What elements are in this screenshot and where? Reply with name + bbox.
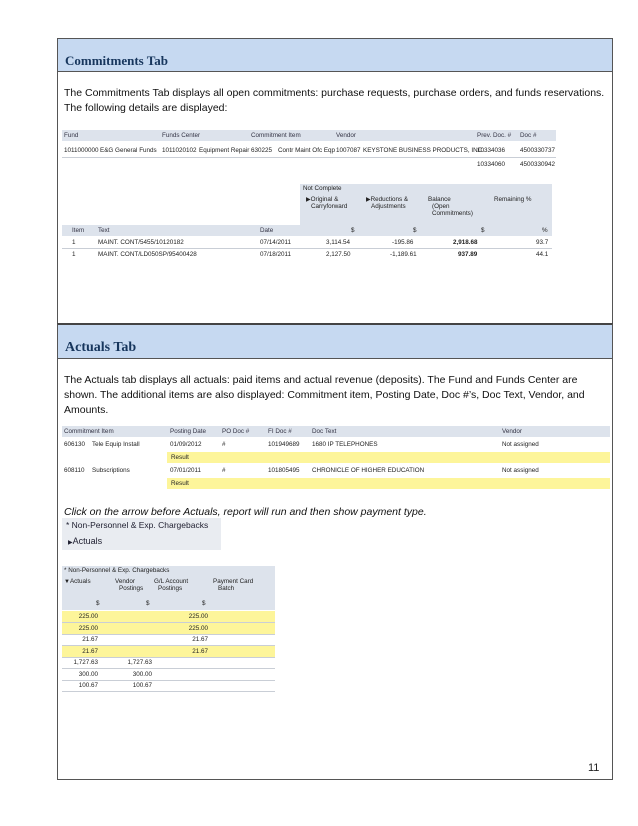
- table-row: 1,727.63 1,727.63: [62, 657, 275, 668]
- col-vendor-postings[interactable]: Vendor: [115, 578, 135, 585]
- col-remaining[interactable]: Remaining %: [494, 196, 532, 203]
- actuals-table: [62, 426, 610, 492]
- table-row: 1 MAINT. CONT/5455/10120182 07/14/2011 3,114.54 -195.86 2,918.68 93.7: [72, 239, 549, 246]
- col-commitment-item[interactable]: Commitment Item: [64, 428, 114, 435]
- table-row: 1011000000 E&G General Funds 1011020102 Equipment Repair 630225 Contr Maint Ofc Eqp 1007087 KEYSTONE BUSINESS PRODUCTS, INC. 10334036 4500330737: [64, 147, 556, 154]
- col-posting-date[interactable]: Posting Date: [170, 428, 207, 435]
- table-header: [62, 426, 610, 437]
- col-funds-center[interactable]: Funds Center: [162, 132, 201, 139]
- col-doc-text[interactable]: Doc Text: [312, 428, 337, 435]
- col-doc[interactable]: Doc #: [520, 132, 537, 139]
- table-row: 21.67 21.67: [62, 646, 275, 657]
- table-row: 1 MAINT. CONT/LD050SP/95400428 07/18/2011 2,127.50 -1,189.61 937.89 44.1: [72, 251, 549, 258]
- actuals-tab-header: Actuals Tab: [57, 323, 613, 359]
- table-row: 606130 Tele Equip Install 01/09/2012 # 101949689 1680 IP TELEPHONES Not assigned: [64, 441, 539, 448]
- table-row: 608110 Subscriptions 07/01/2011 # 101805495 CHRONICLE OF HIGHER EDUCATION Not assigned: [64, 467, 539, 474]
- commitments-desc-1: The Commitments Tab displays all open commitments: purchase requests, purchase orders, and funds reservations.: [64, 87, 605, 99]
- col-balance[interactable]: Balance: [428, 196, 451, 203]
- table-row: 21.67 21.67: [62, 634, 275, 645]
- col-payment-card[interactable]: Payment Card: [213, 578, 254, 585]
- col-commitment-item[interactable]: Commitment Item: [251, 132, 301, 139]
- commitments-desc-2: The following details are displayed:: [64, 102, 228, 114]
- actuals-expand-button[interactable]: ▶Actuals: [68, 536, 103, 546]
- col-original[interactable]: ▶Original &: [306, 196, 339, 203]
- col-reductions[interactable]: ▶Reductions &: [366, 196, 409, 203]
- col-prev-doc[interactable]: Prev. Doc. #: [477, 132, 512, 139]
- col-fi-doc[interactable]: FI Doc #: [268, 428, 292, 435]
- actuals-desc-3: Amounts.: [64, 404, 109, 416]
- table-row: 10334060 4500330942: [477, 161, 556, 168]
- col-text[interactable]: Text: [98, 227, 110, 234]
- payment-type-table: * Non-Personnel & Exp. Chargebacks ▼Actuals Vendor Postings G/L Account Postings Payment Card Batch $ $ $ 225.00 225.00 225.00 225.00 21.67 21.67 21.67 21.67 1,727.63 1,727.63 300.00 300.00 100.67 100.67: [62, 566, 275, 708]
- col-vendor[interactable]: Vendor: [336, 132, 356, 139]
- col-gl-postings[interactable]: G/L Account: [154, 578, 189, 585]
- col-fund[interactable]: Fund: [64, 132, 79, 139]
- table-row: 225.00 225.00: [62, 611, 275, 622]
- table-row: 100.67 100.67: [62, 680, 275, 691]
- col-item[interactable]: Item: [72, 227, 85, 234]
- actuals-desc-2: shown. The additional items are also displayed: Commitment item, Posting Date, Doc #’s, Doc Text, Vendor, and: [64, 389, 585, 401]
- result-row: Result: [167, 478, 610, 489]
- expand-arrow-icon: ▶: [68, 540, 73, 546]
- col-po-doc[interactable]: PO Doc #: [222, 428, 250, 435]
- col-date[interactable]: Date: [260, 227, 274, 234]
- table-row: 300.00 300.00: [62, 669, 275, 680]
- commitments-table-1: [62, 130, 556, 171]
- result-row: Result: [167, 452, 610, 463]
- commitments-tab-header: Commitments Tab: [57, 38, 613, 72]
- table-row: 225.00 225.00: [62, 623, 275, 634]
- table-header: [62, 225, 300, 236]
- page-number: 11: [588, 762, 600, 774]
- table-header: [62, 130, 556, 141]
- actuals-desc-1: The Actuals tab displays all actuals: paid items and actual revenue (deposits). The Fund and Funds Center are: [64, 374, 578, 386]
- actuals-instruction: Click on the arrow before Actuals, report will run and then show payment type.: [64, 506, 427, 518]
- col-actuals[interactable]: ▼Actuals: [64, 578, 91, 585]
- group-not-complete: Not Complete: [303, 185, 342, 192]
- col-vendor[interactable]: Vendor: [502, 428, 522, 435]
- actuals-expand-widget: * Non-Personnel & Exp. Chargebacks ▶Actuals: [62, 518, 221, 550]
- collapse-arrow-icon: ▼: [64, 579, 70, 585]
- commitments-table-2: Not Complete ▶Original & Carryforward ▶Reductions & Adjustments Balance (Open Commitments) Remaining % $ $ $ % Item Text Date 1 MAINT. CONT/5455/10120182 07/14/2011 3,114.54 -195.86 2,918.68 93.7 1 MAINT. CONT/LD050SP/95400428 07/18/2011 2,127.50 -1,189.61 937.89 44.1: [62, 184, 552, 260]
